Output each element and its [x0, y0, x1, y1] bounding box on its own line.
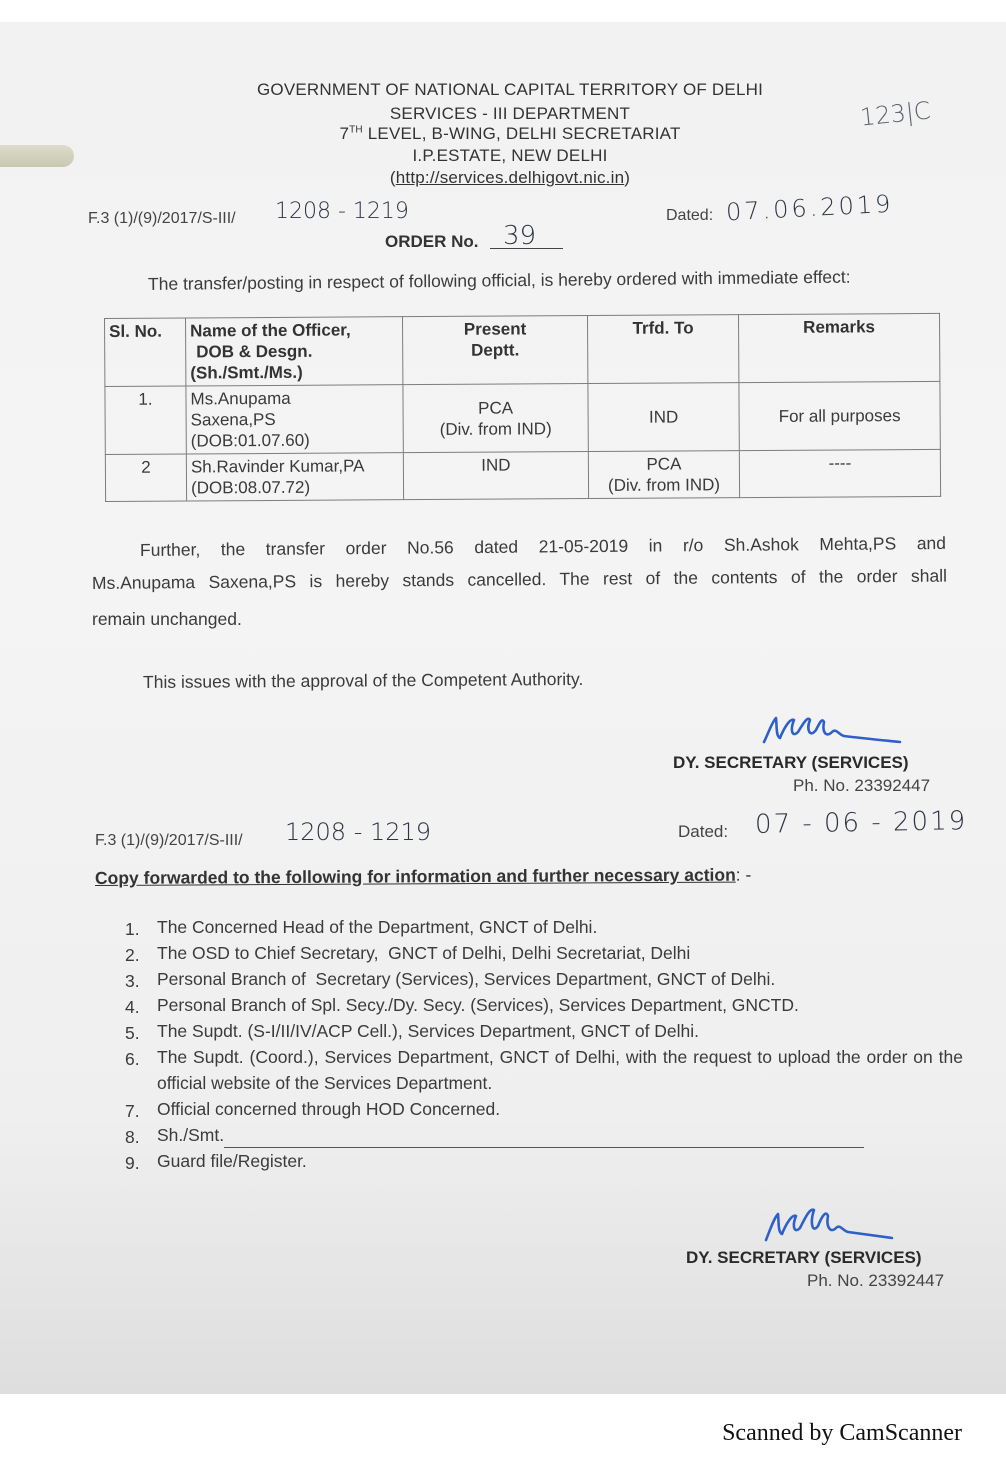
file-number: F.3 (1)/(9)/2017/S-III/ [88, 210, 236, 227]
signatory-2-phone: Ph. No. 23392447 [807, 1271, 945, 1290]
row1-officer-l2: Saxena,PS [190, 409, 276, 430]
list-item [125, 1122, 963, 1148]
header-department: SERVICES - III DEPARTMENT [389, 104, 631, 123]
list-text: Personal Branch of Secretary (Services), Services Department, GNCT of Delhi. [157, 969, 776, 989]
list-text: Guard file/Register. [157, 1151, 307, 1171]
file-number-2: F.3 (1)/(9)/2017/S-III/ [95, 832, 243, 849]
order-number: 39 [503, 221, 537, 251]
intro-text: The transfer/posting in respect of following official, is hereby ordered with immediate effect: [147, 266, 851, 294]
row2-trfd-l1: PCA [646, 454, 682, 474]
row2-officer-l1: Sh.Ravinder Kumar,PA [190, 456, 365, 477]
list-number: 7. [125, 1101, 140, 1121]
header-government: GOVERNMENT OF NATIONAL CAPITAL TERRITORY OF DELHI [256, 80, 764, 99]
approval-text: This issues with the approval of the Competent Authority. [142, 668, 584, 692]
blank-name-line [224, 1131, 864, 1148]
list-text: The Supdt. (Coord.), Services Department, GNCT of Delhi, with the request to upload the order on the official website of the Services Department. [157, 1047, 963, 1093]
header-estate: I.P.ESTATE, NEW DELHI [412, 146, 608, 165]
col-present-deptt [402, 316, 587, 385]
list-number: 1. [125, 919, 140, 939]
signatory-1-phone: Ph. No. 23392447 [793, 776, 931, 795]
url-close-paren: ) [624, 168, 631, 187]
list-item [125, 914, 963, 940]
header-url-line [200, 168, 820, 188]
row1-trfd: IND [588, 383, 739, 452]
list-item [125, 1018, 963, 1044]
col-sl-no: Sl. No. [105, 318, 186, 386]
col-officer [186, 317, 403, 386]
signatory-1-designation: DY. SECRETARY (SERVICES) [673, 753, 909, 772]
list-item [125, 1148, 963, 1174]
list-number: 4. [125, 997, 140, 1017]
row2-officer-l2: (DOB:08.07.72) [190, 477, 311, 498]
row2-trfd-l2: (Div. from IND) [607, 475, 721, 495]
list-number: 2. [125, 945, 140, 965]
row1-sl: 1. [105, 386, 186, 454]
list-item [125, 1044, 963, 1096]
list-number: 6. [125, 1049, 140, 1069]
row1-present-l2: (Div. from IND) [439, 418, 552, 439]
url-open-paren: ( [389, 168, 396, 187]
row1-remarks: For all purposes [739, 381, 940, 450]
list-text: Personal Branch of Spl. Secy./Dy. Secy. (Services), Services Department, GNCTD. [157, 995, 799, 1015]
list-text: The OSD to Chief Secretary, GNCT of Delhi, Delhi Secretariat, Delhi [157, 943, 691, 963]
list-item [125, 1096, 963, 1122]
row2-sl: 2 [105, 454, 186, 501]
row2-trfd [588, 451, 739, 499]
corner-note: 123|C [858, 96, 932, 132]
row2-remarks: ---- [739, 449, 940, 497]
table-header-row [105, 313, 940, 386]
file-tag [0, 145, 74, 167]
list-item [125, 992, 963, 1018]
col-present-l2: Deptt. [471, 340, 520, 360]
list-item [125, 940, 963, 966]
row1-officer-l1: Ms.Anupama [190, 388, 291, 409]
row1-present [403, 384, 588, 453]
handwritten-date-2: 07 - 06 - 2019 [754, 806, 968, 840]
row1-officer-l3: (DOB:01.07.60) [190, 430, 310, 451]
list-number: 9. [125, 1153, 140, 1173]
copy-heading-suffix: : - [735, 864, 752, 885]
col-trfd-to: Trfd. To [587, 315, 738, 384]
row1-present-l1: PCA [478, 398, 514, 418]
list-number: 8. [125, 1127, 140, 1147]
dated-label-2: Dated: [678, 822, 729, 841]
row2-present: IND [403, 452, 588, 500]
list-item [125, 966, 963, 992]
list-text: Sh./Smt. [157, 1125, 225, 1145]
header-level-sup: TH [349, 124, 363, 136]
further-para-line2: Ms.Anupama Saxena,PS is hereby stands cancelled. The rest of the contents of the order shall [91, 565, 948, 593]
col-officer-l3: (Sh./Smt./Ms.) [190, 362, 303, 383]
signatory-2-designation: DY. SECRETARY (SERVICES) [686, 1248, 922, 1267]
list-text: Official concerned through HOD Concerned. [157, 1099, 501, 1119]
table-row [105, 449, 940, 501]
handwritten-dispatch-range: 1208 - 1219 [275, 199, 409, 224]
signature-1 [760, 708, 905, 750]
col-officer-l2: DOB & Desgn. [196, 341, 313, 362]
list-number: 5. [125, 1023, 140, 1043]
copy-list [125, 914, 963, 1174]
row1-officer [186, 385, 403, 454]
header-address-rest: LEVEL, B-WING, DELHI SECRETARIAT [362, 124, 681, 143]
signature-2 [762, 1202, 897, 1248]
col-officer-l1: Name of the Officer, [190, 320, 351, 341]
header-url-link[interactable]: http://services.delhigovt.nic.in [395, 168, 625, 187]
copy-heading-line [95, 865, 751, 889]
dated-label: Dated: [666, 207, 714, 224]
handwritten-date: 07.06.2019 [725, 189, 895, 227]
copy-heading: Copy forwarded to the following for information and further necessary action [94, 864, 736, 888]
col-present-l1: Present [463, 319, 527, 339]
further-para-line1: Further, the transfer order No.56 dated 21-05-2019 in r/o Sh.Ashok Mehta,PS and [139, 532, 947, 560]
list-text: The Supdt. (S-I/II/IV/ACP Cell.), Services Department, GNCT of Delhi. [157, 1021, 700, 1041]
handwritten-dispatch-range-2: 1208 - 1219 [285, 818, 432, 846]
table-row [105, 381, 940, 454]
col-remarks: Remarks [738, 313, 939, 382]
header-level-num: 7 [339, 124, 350, 143]
camscanner-watermark: Scanned by CamScanner [722, 1420, 962, 1446]
list-text: The Concerned Head of the Department, GNCT of Delhi. [157, 917, 598, 937]
order-label: ORDER No. [385, 232, 479, 251]
transfer-table [104, 313, 941, 502]
further-para-line3: remain unchanged. [92, 609, 242, 629]
list-number: 3. [125, 971, 140, 991]
row2-officer [186, 453, 403, 501]
header-address [200, 124, 820, 144]
